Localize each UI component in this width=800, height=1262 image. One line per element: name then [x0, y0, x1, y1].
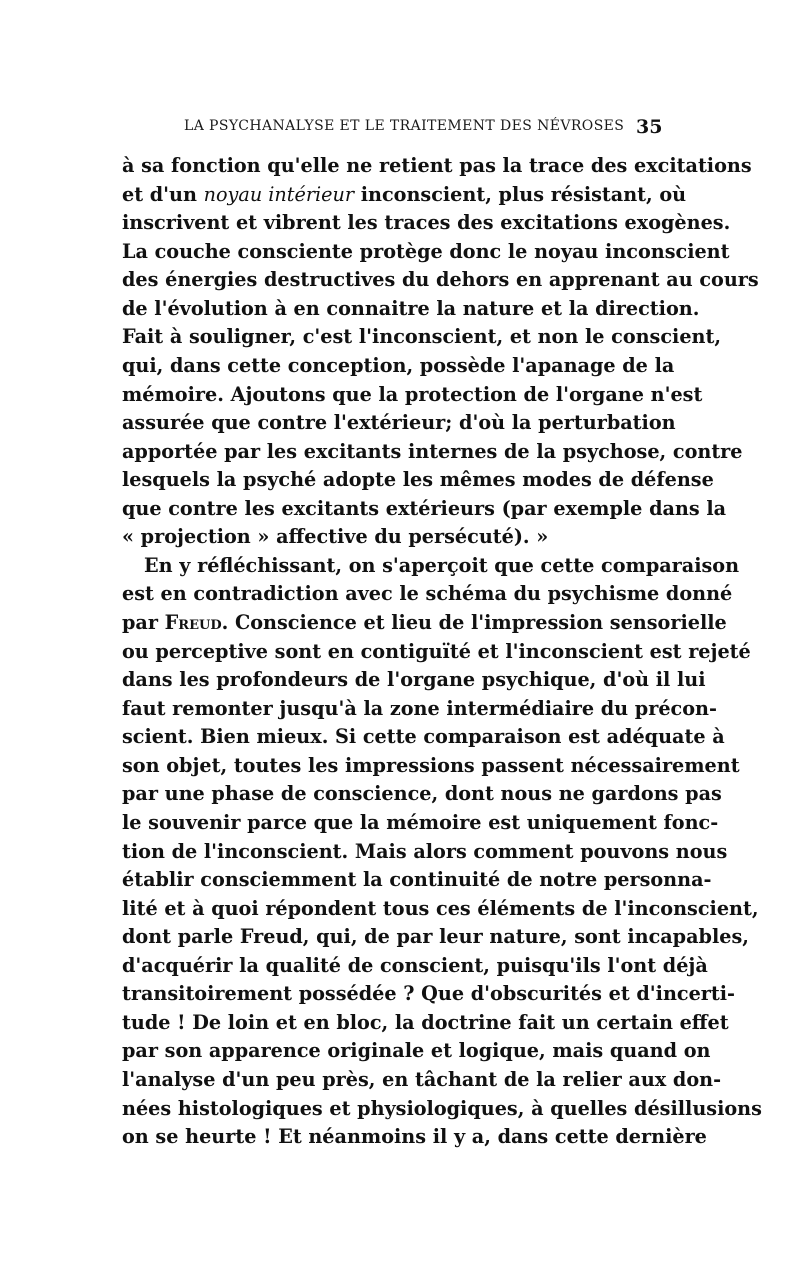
text-line: assurée que contre l'extérieur; d'où la perturbation — [122, 411, 676, 435]
text-line — [122, 609, 727, 638]
text-fragment: et d'un — [122, 182, 197, 206]
text-line: faut remonter jusqu'à la zone intermédiaire du précon- — [122, 696, 717, 720]
text-line: par son apparence originale et logique, mais quand on — [122, 1039, 711, 1063]
text-line: d'acquérir la qualité de conscient, puisqu'ils l'ont déjà — [122, 953, 708, 977]
text-fragment: par — [122, 611, 158, 634]
text-line: l'analyse d'un peu près, en tâchant de la relier aux don- — [122, 1068, 722, 1091]
text-line: lité et à quoi répondent tous ces éléments de l'inconscient, — [122, 896, 759, 920]
text-line — [122, 181, 687, 210]
text-line: inscrivent et vibrent les traces des excitations exogènes. — [122, 211, 731, 235]
body-text — [122, 152, 762, 1152]
text-line: En y réfléchissant, on s'aperçoit que cette comparaison — [144, 553, 740, 577]
text-line: tion de l'inconscient. Mais alors comment pouvons nous — [122, 839, 728, 863]
text-line: on se heurte ! Et néanmoins il y a, dans cette dernière — [122, 1125, 707, 1149]
running-title: LA PSYCHANALYSE ET LE TRAITEMENT DES NÉVROSES — [184, 118, 625, 134]
text-line: des énergies destructives du dehors en apprenant au cours — [122, 268, 759, 292]
text-line: qui, dans cette conception, possède l'apanage de la — [122, 353, 675, 377]
text-line: par une phase de conscience, dont nous ne gardons pas — [122, 782, 722, 806]
text-line: lesquels la psyché adopte les mêmes modes de défense — [122, 468, 714, 492]
text-line: apportée par les excitants internes de la psychose, contre — [122, 439, 743, 463]
text-line: transitoirement possédée ? Que d'obscurités et d'incerti- — [122, 982, 736, 1006]
italic-phrase: noyau intérieur — [203, 182, 355, 206]
text-line: dans les profondeurs de l'organe psychique, d'où il lui — [122, 668, 706, 692]
page-number: 35 — [636, 116, 663, 138]
text-fragment: inconscient, plus résistant, où — [360, 182, 687, 206]
text-line: à sa fonction qu'elle ne retient pas la trace des excitations — [122, 154, 752, 177]
text-line: établir consciemment la continuité de notre personna- — [122, 868, 712, 892]
text-line: son objet, toutes les impressions passent nécessairement — [122, 753, 740, 777]
text-line: est en contradiction avec le schéma du psychisme donné — [122, 582, 733, 606]
text-line: tude ! De loin et en bloc, la doctrine fait un certain effet — [122, 1010, 729, 1034]
text-line: Fait à souligner, c'est l'inconscient, et non le conscient, — [122, 325, 722, 349]
text-line: le souvenir parce que la mémoire est uniquement fonc- — [122, 810, 719, 834]
author-name: Freud — [164, 611, 222, 634]
text-fragment: . Conscience et lieu de l'impression sensorielle — [221, 611, 727, 634]
text-line: La couche consciente protège donc le noyau inconscient — [122, 239, 730, 263]
text-line: « projection » affective du persécuté). » — [122, 525, 549, 549]
text-line: que contre les excitants extérieurs (par exemple dans la — [122, 496, 727, 520]
text-line: nées histologiques et physiologiques, à quelles désillusions — [122, 1096, 762, 1120]
text-line: mémoire. Ajoutons que la protection de l'organe n'est — [122, 382, 703, 406]
text-line: scient. Bien mieux. Si cette comparaison est adéquate à — [122, 725, 725, 749]
text-line: de l'évolution à en connaitre la nature et la direction. — [122, 296, 700, 320]
text-line: ou perceptive sont en contiguïté et l'inconscient est rejeté — [122, 639, 751, 663]
text-line: dont parle Freud, qui, de par leur nature, sont incapables, — [122, 925, 749, 949]
